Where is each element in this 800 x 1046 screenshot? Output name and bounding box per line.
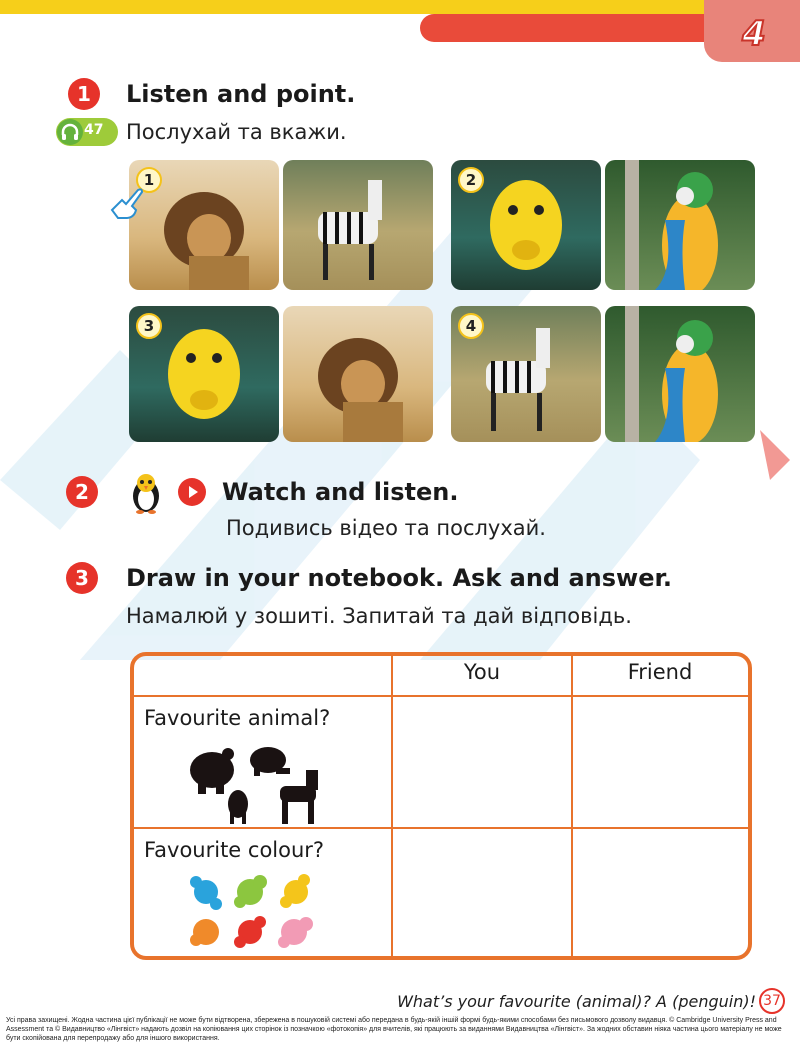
- paint-splash-orange: [190, 919, 219, 946]
- footer-question: What’s your favourite (animal)? A (penguin)!: [397, 992, 756, 1011]
- photo-parrot[interactable]: [605, 306, 755, 442]
- unit-header-bar: [420, 14, 742, 42]
- paint-splash-green: [234, 875, 267, 908]
- row-label-animal: Favourite animal?: [144, 706, 331, 730]
- pointing-hand-icon: [104, 180, 146, 222]
- exercise-1-badge: 1: [68, 78, 100, 110]
- table-header-friend: Friend: [627, 660, 693, 684]
- top-color-bar: [0, 0, 800, 14]
- audio-track-number: 47: [84, 122, 104, 138]
- item-number-4: 4: [458, 313, 484, 339]
- exercise-3-badge: 3: [66, 562, 98, 594]
- headphones-icon: [57, 119, 83, 145]
- paint-splash-pink: [278, 917, 313, 948]
- photo-lion[interactable]: [283, 306, 433, 442]
- exercise-2-title: Watch and listen.: [222, 478, 459, 506]
- animal-silhouettes-icon: [184, 740, 334, 826]
- survey-table: [130, 652, 752, 960]
- paint-splash-blue: [190, 876, 222, 910]
- page-number: 37: [759, 988, 785, 1014]
- exercise-1-title: Listen and point.: [126, 80, 356, 108]
- table-header-you: You: [463, 660, 501, 684]
- exercise-2-subtitle: Подивись відео та послухай.: [226, 516, 546, 540]
- penguin-icon: [126, 472, 166, 514]
- exercise-3-subtitle: Намалюй у зошиті. Запитай та дай відповідь.: [126, 604, 632, 628]
- item-number-2: 2: [458, 167, 484, 193]
- item-number-1: 1: [136, 167, 162, 193]
- paint-splash-yellow: [280, 874, 310, 908]
- copyright-notice: Усі права захищені. Жодна частина цієї публікації не може бути відтворена, збережена в пошуковій системі або передана в будь-якій іншій формі будь-якими способами без письмового дозволу видавця. © Cambridge University Press and Assessment та © Видавництво «Лінгвіст» надають дозвіл на копіювання цих сторінок із позначкою «фотокопія» для вчителів, які працюють за виданнями Видавництва «Лінгвіст». За жодних обставин ніяка частина цього матеріалу не може бути скопійована для перепродажу або для іншого використання.: [6, 1017, 782, 1042]
- item-number-3: 3: [136, 313, 162, 339]
- paint-splashes-icon: [188, 874, 328, 954]
- exercise-2-badge: 2: [66, 476, 98, 508]
- paint-splash-red: [234, 916, 266, 948]
- exercise-3-title: Draw in your notebook. Ask and answer.: [126, 564, 673, 592]
- exercise-1-subtitle: Послухай та вкажи.: [126, 120, 347, 144]
- row-label-colour: Favourite colour?: [144, 838, 325, 862]
- video-play-icon[interactable]: [178, 478, 206, 506]
- photo-parrot[interactable]: [605, 160, 755, 290]
- unit-number: 4: [742, 14, 766, 54]
- photo-zebra[interactable]: [283, 160, 433, 290]
